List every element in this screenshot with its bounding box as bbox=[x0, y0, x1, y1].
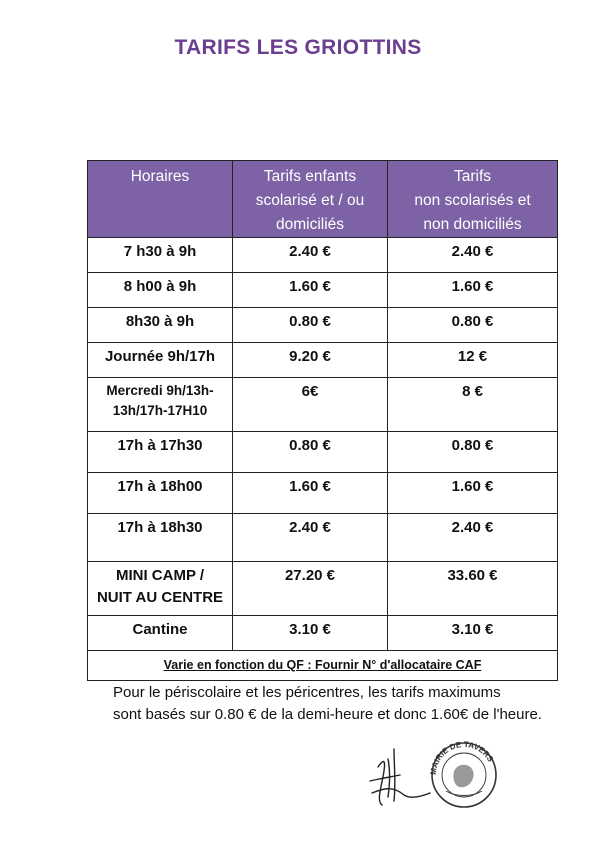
row-label: 17h à 18h00 bbox=[88, 473, 233, 514]
header-line: scolarisé et / ou bbox=[255, 192, 365, 209]
page-title: TARIFS LES GRIOTTINS bbox=[174, 36, 422, 59]
table-row bbox=[88, 238, 558, 273]
table-note-text: Varie en fonction du QF : Fournir N° d'allocataire CAF bbox=[163, 658, 482, 672]
signature-stamp-graphic bbox=[360, 735, 510, 815]
price-non-domicilies: 1.60 € bbox=[388, 273, 558, 308]
signature-icon bbox=[370, 749, 430, 805]
price-domicilies: 1.60 € bbox=[233, 473, 388, 514]
table-row bbox=[88, 378, 558, 432]
header-tarifs-domicilies bbox=[233, 161, 388, 238]
table-note bbox=[88, 651, 558, 681]
row-label: 17h à 17h30 bbox=[88, 432, 233, 473]
row-label: Journée 9h/17h bbox=[88, 343, 233, 378]
row-label: Cantine bbox=[88, 616, 233, 651]
price-domicilies: 6€ bbox=[233, 378, 388, 432]
price-non-domicilies: 3.10 € bbox=[388, 616, 558, 651]
header-line: non domiciliés bbox=[423, 216, 522, 233]
price-non-domicilies: 2.40 € bbox=[388, 238, 558, 273]
price-domicilies: 27.20 € bbox=[233, 562, 388, 616]
price-domicilies: 1.60 € bbox=[233, 273, 388, 308]
header-line: Tarifs enfants bbox=[263, 168, 357, 185]
stamp-text: MAIRIE DE TAVERS bbox=[428, 739, 496, 776]
row-label: 8 h00 à 9h bbox=[88, 273, 233, 308]
tarifs-table bbox=[87, 160, 558, 681]
footer-line: sont basés sur 0.80 € de la demi-heure et donc 1.60€ de l'heure. bbox=[113, 706, 542, 723]
table-row bbox=[88, 273, 558, 308]
header-line: domiciliés bbox=[275, 216, 345, 233]
row-label-line: 13h/17h-17H10 bbox=[112, 403, 208, 418]
price-non-domicilies: 0.80 € bbox=[388, 308, 558, 343]
table-header-row bbox=[88, 161, 558, 238]
price-non-domicilies: 2.40 € bbox=[388, 514, 558, 562]
price-non-domicilies: 1.60 € bbox=[388, 473, 558, 514]
table-row bbox=[88, 308, 558, 343]
row-label-line: Mercredi 9h/13h- bbox=[106, 383, 214, 398]
table-row bbox=[88, 616, 558, 651]
price-domicilies: 3.10 € bbox=[233, 616, 388, 651]
row-label-line: MINI CAMP / bbox=[115, 567, 205, 584]
header-horaires bbox=[88, 161, 233, 238]
header-line: Tarifs bbox=[453, 168, 492, 185]
stamp-icon bbox=[429, 740, 496, 807]
price-domicilies: 0.80 € bbox=[233, 308, 388, 343]
table-row bbox=[88, 343, 558, 378]
signature-and-stamp bbox=[360, 735, 510, 815]
price-non-domicilies: 8 € bbox=[388, 378, 558, 432]
header-line: Horaires bbox=[130, 168, 190, 185]
price-non-domicilies: 12 € bbox=[388, 343, 558, 378]
footer-text bbox=[113, 682, 553, 726]
row-label bbox=[88, 378, 233, 432]
row-label: 17h à 18h30 bbox=[88, 514, 233, 562]
table-row bbox=[88, 514, 558, 562]
price-non-domicilies: 0.80 € bbox=[388, 432, 558, 473]
row-label: 7 h30 à 9h bbox=[88, 238, 233, 273]
price-non-domicilies: 33.60 € bbox=[388, 562, 558, 616]
price-domicilies: 9.20 € bbox=[233, 343, 388, 378]
header-tarifs-non-domicilies bbox=[388, 161, 558, 238]
header-line: non scolarisés et bbox=[414, 192, 531, 209]
row-label: 8h30 à 9h bbox=[88, 308, 233, 343]
table-note-row bbox=[88, 651, 558, 681]
row-label-line: NUIT AU CENTRE bbox=[96, 589, 224, 606]
table-row bbox=[88, 562, 558, 616]
footer-line: Pour le périscolaire et les péricentres, les tarifs maximums bbox=[113, 684, 501, 701]
price-domicilies: 2.40 € bbox=[233, 514, 388, 562]
table-row bbox=[88, 473, 558, 514]
price-domicilies: 0.80 € bbox=[233, 432, 388, 473]
price-domicilies: 2.40 € bbox=[233, 238, 388, 273]
table-row bbox=[88, 432, 558, 473]
row-label bbox=[88, 562, 233, 616]
